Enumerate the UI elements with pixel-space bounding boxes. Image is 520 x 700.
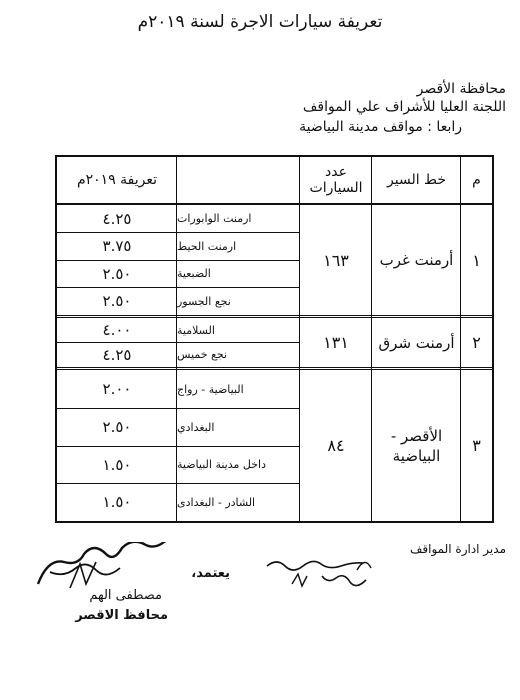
route-stop: السلامية — [177, 323, 215, 337]
route-stop: ارمنت الوابورات — [177, 212, 252, 225]
governor-name: مصطفى الهم — [89, 588, 162, 603]
route-stop: داخل مدينة البياضية — [177, 458, 266, 471]
route-line: أرمنت شرق — [378, 333, 455, 352]
car-count: ١٦٣ — [323, 250, 349, 270]
route-stop: الضبعية — [177, 267, 211, 280]
header-fare: تعريفة ٢٠١٩م — [76, 172, 158, 188]
committee-name: اللجنة العليا للأشراف علي المواقف — [302, 99, 506, 115]
fare-value: ٤.٢٥ — [102, 209, 132, 228]
document-title: تعريفة سيارات الاجرة لسنة ٢٠١٩م — [137, 12, 383, 32]
header-line: خط السير — [387, 172, 446, 188]
route-line: الأقصر - البياضية — [390, 426, 443, 465]
table-group — [57, 315, 492, 367]
manager-title: مدير ادارة المواقف — [409, 542, 506, 556]
route-stop: الشادر - البغدادى — [177, 495, 256, 509]
route-stop: نجع الجسور — [177, 294, 231, 308]
fare-value: ٢.٥٠ — [102, 264, 132, 283]
fare-value: ١.٥٠ — [102, 455, 132, 474]
fare-value: ٤.٠٠ — [102, 321, 132, 339]
route-stop: البياضية - رواج — [177, 382, 244, 396]
approval-label: يعتمد، — [191, 566, 230, 581]
route-stop: نجع خميس — [177, 348, 228, 361]
car-count: ١٣١ — [323, 333, 349, 352]
route-stop: ارمنت الحيط — [177, 239, 237, 253]
fare-value: ٣.٧٥ — [102, 237, 132, 255]
car-count: ٨٤ — [327, 436, 345, 455]
table-group — [57, 367, 492, 521]
header-route — [177, 157, 300, 203]
header-count: عدد السيارات — [309, 164, 363, 196]
route-line: أرمنت غرب — [379, 251, 454, 269]
fare-value: ١.٥٠ — [102, 493, 132, 511]
fare-value: ٢.٠٠ — [102, 380, 132, 398]
fare-table — [55, 155, 494, 523]
table-header — [57, 157, 492, 205]
manager-signature — [262, 548, 392, 598]
fare-value: ٢.٥٠ — [102, 292, 132, 310]
route-stop: البغدادي — [177, 420, 215, 434]
fare-value: ٤.٢٥ — [102, 345, 132, 364]
row-number: ٣ — [472, 436, 481, 455]
header-num: م — [472, 172, 481, 188]
row-number: ١ — [472, 250, 481, 270]
table-group — [57, 205, 492, 315]
governorate-name: محافظة الأقصر — [416, 81, 506, 97]
section-heading: رابعا : مواقف مدينة البياضية — [299, 119, 462, 135]
row-number: ٢ — [472, 333, 481, 352]
governor-title: محافظ الاقصر — [75, 608, 168, 623]
fare-value: ٢.٥٠ — [102, 418, 132, 436]
